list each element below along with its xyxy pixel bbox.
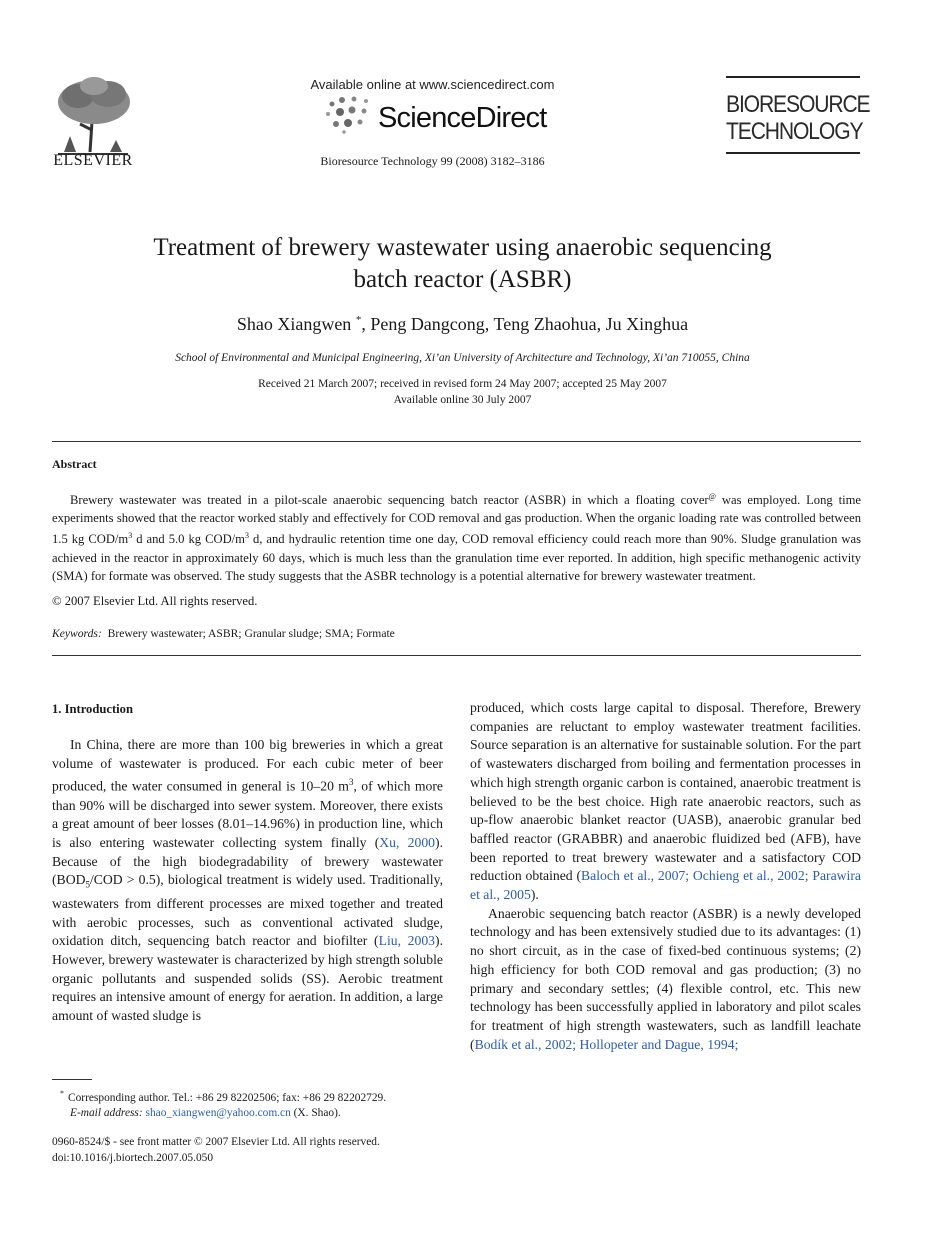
intro-right-seg-3: Anaerobic sequencing batch reactor (ASBR) is a newly developed technology and has been extensively studied due to its advantages: (1) no short circuit, as in the case of fixed-bed continuous systems; (2) high efficiency for both COD removal and gas production; (3) no primary and secondary settles; (4) flexible control, etc. This new technology has been successfully applied in laboratory and pilot scales for treatment of high strength wastewaters, such as landfill leachate ( xyxy=(470,905,861,1052)
ref-link-baloch-ochieng-parawira[interactable]: Baloch et al., 2007; Ochieng et al., 2002; Parawira et al., 2005 xyxy=(470,868,861,903)
ref-link-bodik-hollopeter[interactable]: Bodík et al., 2002; Hollopeter and Dague, 1994; xyxy=(474,1036,739,1052)
intro-seg-2: , of which more than 90% will be discharged into sewer system. Moreover, there exists a great amount of beer losses (8.01–14.96%) in production line, which is also entering wastewater collecting system finally ( xyxy=(52,778,443,851)
divider-top xyxy=(52,441,861,442)
abstract-heading: Abstract xyxy=(52,457,97,471)
abstract-seg-1: Brewery wastewater was treated in a pilot-scale anaerobic sequencing batch reactor (ASBR) in which a floating cover xyxy=(70,493,709,508)
article-title xyxy=(60,232,865,296)
keywords-list: Brewery wastewater; ASBR; Granular sludge; SMA; Formate xyxy=(107,627,395,640)
journal-logo-line2: TECHNOLOGY xyxy=(726,118,863,145)
email-suffix: (X. Shao). xyxy=(290,1106,341,1119)
intro-left-column xyxy=(52,736,443,1026)
abstract-sup-3a: 3 xyxy=(128,531,133,541)
intro-right-seg-2: ). xyxy=(530,887,539,903)
intro-right-seg-1: produced, which costs large capital to disposal. Therefore, Brewery companies are reluctant to employ wastewater treatment facilities. Source separation is an alternative for sustainable solution. For the part of wastewaters discharged from boiling and fermentation processes in which high strength organic carbon is contained, anaerobic treatment is believed to be the best choice. High rate anaerobic reactors, such as up-flow anaerobic blanket reactor (UASB), anaerobic granular bed baffled reactor (GRABBR) and anaerobic fluidized bed (AFB), have been reported to treat brewery wastewater and a satisfactory COD reduction obtained ( xyxy=(470,700,861,884)
title-line-1: Treatment of brewery wastewater using anaerobic sequencing xyxy=(153,234,772,261)
corresponding-mark[interactable]: * xyxy=(355,314,362,326)
logo-rule-top xyxy=(726,76,860,78)
issn-doi-block xyxy=(52,1134,380,1167)
email-link[interactable]: shao_xiangwen@yahoo.com.cn xyxy=(145,1106,291,1119)
issn-line: 0960-8524/$ - see front matter © 2007 Elsevier Ltd. All rights reserved. xyxy=(52,1136,380,1148)
abstract-sup-at: @ xyxy=(708,492,716,501)
intro-sub-5: 5 xyxy=(85,880,90,891)
ref-link-liu-2003[interactable]: Liu, 2003 xyxy=(378,933,436,949)
available-online-text[interactable]: Available online at www.sciencedirect.com xyxy=(310,77,555,92)
title-line-2: batch reactor (ASBR) xyxy=(353,266,572,293)
logo-rule-bottom xyxy=(726,152,860,154)
footnote-corresponding-author xyxy=(52,1086,452,1121)
footnote-rule xyxy=(52,1079,92,1080)
intro-sup-3: 3 xyxy=(348,777,354,788)
received-dates: Received 21 March 2007; received in revised form 24 May 2007; accepted 25 May 2007 xyxy=(258,378,667,390)
abstract-copyright: © 2007 Elsevier Ltd. All rights reserved. xyxy=(52,594,258,608)
section-heading-introduction: 1. Introduction xyxy=(52,702,133,716)
footnote-mark: * xyxy=(60,1089,64,1098)
journal-logo xyxy=(726,76,870,154)
affiliation: School of Environmental and Municipal Engineering, Xi’an University of Architecture and Technology, Xi’an 710055, China xyxy=(175,352,750,364)
abstract-body xyxy=(52,488,861,585)
publisher-name: ELSEVIER xyxy=(53,152,133,169)
abstract-seg-2: was employed. Long time experiments showed that the reactor worked stably and effectively for COD removal and gas production. When the organic loading rate was controlled between 1.5 kg COD/m xyxy=(52,493,861,547)
doi-line[interactable]: doi:10.1016/j.biortech.2007.05.050 xyxy=(52,1152,214,1165)
divider-bottom xyxy=(52,655,861,656)
footnote-contact: Corresponding author. Tel.: +86 29 82202506; fax: +86 29 82202729. xyxy=(68,1091,387,1104)
available-online-date: Available online 30 July 2007 xyxy=(393,394,532,406)
journal-citation: Bioresource Technology 99 (2008) 3182–3186 xyxy=(320,154,545,168)
email-label: E-mail address: xyxy=(70,1106,143,1119)
abstract-seg-3: d and 5.0 kg COD/m xyxy=(132,532,245,547)
intro-seg-5: ). However, brewery wastewater is characterized by high strength soluble organic pollutants and suspended solids (SS). Aerobic treatment requires an intensive amount of energy for aeration. In addition, a large amount of wasted sludge is xyxy=(52,933,444,1024)
abstract-sup-3b: 3 xyxy=(244,531,249,541)
sciencedirect-wordmark[interactable]: ScienceDirect xyxy=(378,102,547,134)
journal-logo-line1: BIORESOURCE xyxy=(726,91,870,118)
ref-link-xu-2000[interactable]: Xu, 2000 xyxy=(379,835,436,851)
abstract-seg-4: d, and hydraulic retention time one day, COD removal efficiency could reach more than 90%. Sludge granulation was achieved in the reactor in approximately 60 days, which is much less than the granulation time ever reported. In addition, high specific methanogenic activity (SMA) for formate was observed. The study suggests that the ASBR technology is a potential alternative for brewery wastewater treatment. xyxy=(52,532,861,583)
keywords-label: Keywords: xyxy=(52,627,102,640)
authors-rest: , Peng Dangcong, Teng Zhaohua, Ju Xinghua xyxy=(361,314,689,334)
author-list xyxy=(60,314,865,335)
intro-right-column xyxy=(470,699,861,1054)
keywords xyxy=(52,627,395,640)
sciencedirect-dots-icon xyxy=(322,94,378,134)
intro-seg-4: /COD > 0.5), biological treatment is widely used. Traditionally, wastewaters from different processes are mixed together and treated with aerobic processes, such as conventional activated sludge, oxidation ditch, sequencing batch reactor and biofilter ( xyxy=(52,872,443,949)
intro-seg-1: In China, there are more than 100 big breweries in which a great volume of wastewater is produced. For each cubic meter of beer produced, the water consumed in general is 10–20 m xyxy=(52,737,443,794)
intro-seg-3: ). Because of the high biodegradability of brewery wastewater (BOD xyxy=(52,835,443,888)
author-1: Shao Xiangwen xyxy=(236,314,352,334)
